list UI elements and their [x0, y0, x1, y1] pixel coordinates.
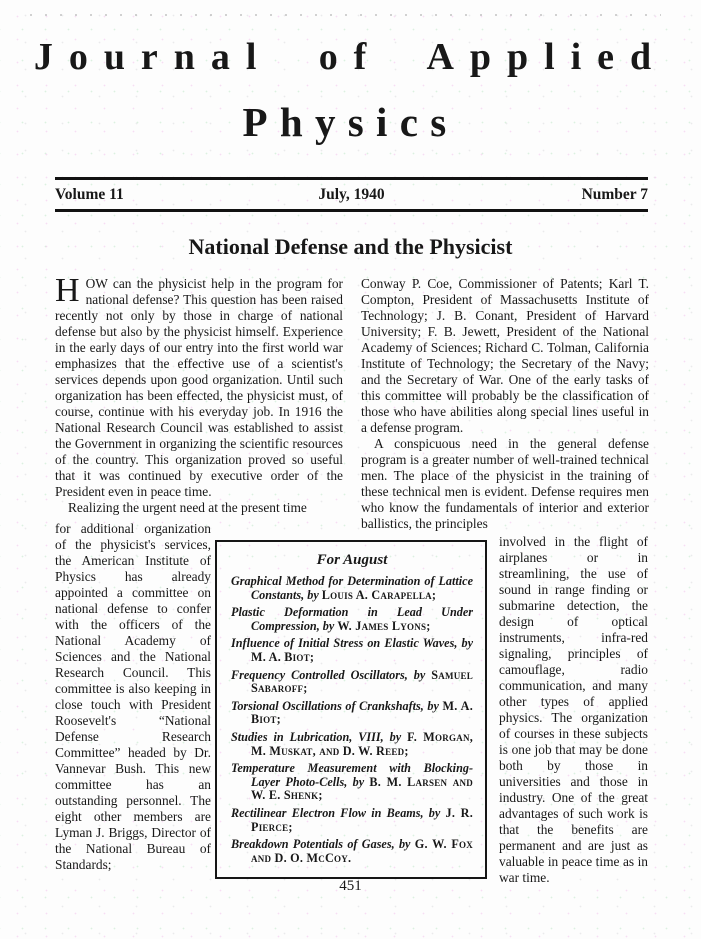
volume-label: Volume 11: [55, 186, 124, 203]
contents-item: [231, 575, 473, 602]
left-column-wide: [55, 272, 343, 516]
contents-item-title: Studies in Lubrication, VIII, by: [231, 729, 402, 744]
contents-item-authors: J. R. Pierce;: [251, 805, 473, 834]
next-issue-contents-box: [215, 540, 487, 879]
contents-item: [231, 807, 473, 834]
paragraph-1: [55, 272, 343, 500]
paragraph-4-continued: involved in the flight of airplanes or in streamlining, the use of sound in range finding or submarine detection, the design of optical instruments, infra-red signaling, principles of camouflage, radio communication, and many other types of applied physics. The organization of courses in these subjects is one job that may be done both by those in universities and those in industry. One of the great advantages of such work is that the benefits are permanent and are just as valuable in peace time as in war time.: [499, 534, 648, 885]
contents-item-authors: M. A. Biot;: [251, 698, 473, 727]
drop-cap: H: [55, 272, 80, 309]
page-number: 451: [339, 878, 362, 894]
journal-title-line1: Journal of Applied: [33, 36, 668, 78]
contents-item-title: Torsional Oscillations of Crankshafts, by: [231, 698, 439, 713]
paragraph-1-text: OW can the physicist help in the program for national defense? This question has been raised recently not only by those in charge of national defense but also by the physicist himself. Experience in the early days of our entry into the first world war emphasizes that the effective use of a scientist's services depends upon good organization. Until such organization has been effected, the physicist must, of course, continue with his everyday job. In 1916 the National Research Council was established to assist the Government in organizing the scientific resources of the country. This organization proved so useful that it was continued by executive order of the President even in peace time.: [55, 276, 343, 499]
paragraph-2-start: Realizing the urgent need at the present time: [68, 500, 307, 515]
contents-item-authors: Louis A. Carapella;: [321, 587, 437, 602]
contents-item-title: Rectilinear Electron Flow in Beams, by: [231, 805, 441, 820]
paragraph-4-start: A conspicuous need in the general defense program is a greater number of well-trained technical men. The place of the physicist in the training of these technical men is evident. Defense requires men who know the fundamentals of interior and exterior ballistics, the principles: [361, 436, 649, 531]
contents-item-title: Frequency Controlled Oscillators, by: [231, 667, 426, 682]
contents-item: [231, 838, 473, 865]
contents-item-authors: F. Morgan, M. Muskat, and D. W. Reed;: [251, 729, 473, 758]
right-column-wide: [361, 276, 649, 532]
contents-item: [231, 700, 473, 727]
masthead-info-bar: [55, 184, 648, 206]
contents-item: [231, 762, 473, 803]
contents-item-authors: Samuel Sabaroff;: [251, 667, 473, 696]
contents-item: [231, 606, 473, 633]
contents-box-title: For August: [316, 552, 388, 568]
right-column-narrow: [499, 534, 648, 886]
contents-item: [231, 637, 473, 664]
contents-item-title: Temperature Measurement with Blocking-Layer Photo-Cells, by: [231, 761, 473, 789]
contents-item: [231, 669, 473, 696]
masthead-rule-bottom: [55, 209, 648, 212]
contents-item-title: Graphical Method for Determination of Lattice Constants, by: [231, 574, 473, 602]
contents-item-authors: W. James Lyons;: [337, 618, 431, 633]
left-column-narrow: [55, 521, 211, 873]
contents-item-authors: G. W. Fox and D. O. McCoy.: [251, 837, 474, 865]
paragraph-3: Conway P. Coe, Commissioner of Patents; Karl T. Compton, President of Massachusetts Institute of Technology; J. B. Conant, President of Harvard University; F. B. Jewett, President of the National Academy of Sciences; Richard C. Tolman, California Institute of Technology; the Secretary of the Navy; and the Secretary of War. One of the early tasks of this committee will probably be the classification of those who have abilities along special lines useful in a defense program.: [361, 276, 649, 435]
issue-date: July, 1940: [318, 186, 385, 203]
masthead-rule-top: [55, 177, 648, 180]
contents-item-title: Influence of Initial Stress on Elastic Waves, by: [231, 636, 473, 651]
issue-number: Number 7: [581, 186, 649, 203]
journal-title-line2: Physics: [242, 99, 459, 145]
article-title: National Defense and the Physicist: [188, 234, 513, 259]
paragraph-2-continued: for additional organization of the physicist's services, the American Institute of Physics has already appointed a committee on national defense to confer with the officers of the National Academy of Sciences and the National Research Council. This committee is also keeping in close touch with President Roosevelt's “National Defense Research Committee” headed by Dr. Vannevar Bush. This new committee has an outstanding personnel. The eight other members are Lyman J. Briggs, Director of the National Bureau of Standards;: [55, 521, 211, 872]
contents-item-authors: M. A. Biot;: [251, 649, 315, 664]
scan-artifact-dots: [30, 14, 661, 16]
contents-item: [231, 731, 473, 758]
contents-item-title: Breakdown Potentials of Gases, by: [231, 837, 411, 852]
contents-item-title: Plastic Deformation in Lead Under Compression, by: [231, 605, 473, 633]
contents-item-authors: B. M. Larsen and W. E. Shenk;: [251, 774, 474, 803]
